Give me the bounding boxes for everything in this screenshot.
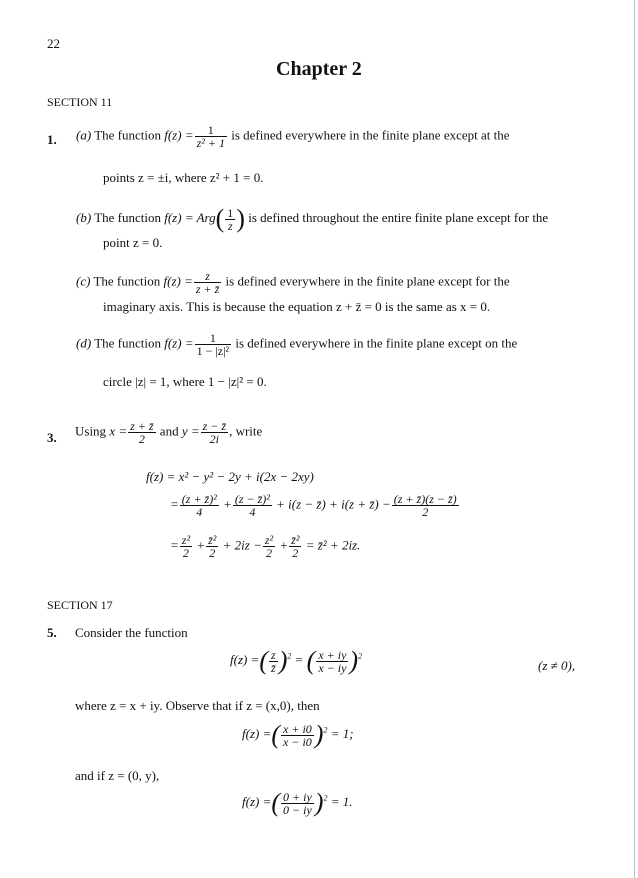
fraction: $\frac{\text{(z + z̄)²}}{4}$ bbox=[181, 492, 217, 519]
label-1a: (a) bbox=[76, 127, 92, 143]
problem-5-intro: Consider the function bbox=[75, 625, 188, 640]
text: = 1; bbox=[330, 725, 354, 741]
text: + i(z − z̄) + i(z + z̄) − bbox=[276, 496, 391, 512]
case-x-axis-equation: f(z) =( $\frac{x + i0}{x - i0}$ )$^2$ = 1; bbox=[242, 720, 354, 749]
page-number: 22 bbox=[47, 36, 60, 51]
text: , write bbox=[229, 423, 263, 439]
fraction: $\frac{x + iy}{x - iy}$ bbox=[318, 647, 347, 675]
text: is defined everywhere in the finite plane except at the bbox=[231, 127, 510, 143]
text: is defined throughout the entire finite plane except for the bbox=[248, 209, 549, 225]
problem-1b-line2: point z = 0. bbox=[103, 235, 163, 250]
problem-5-equation: f(z) =( $\frac{z}{z̄}$ )$^2$ = ( $\frac{x + iy}{x - iy}$ )$^2$ bbox=[230, 646, 363, 675]
text: = z̄² + 2iz. bbox=[305, 537, 361, 553]
text: = 1. bbox=[330, 793, 353, 809]
text: The function bbox=[93, 273, 161, 289]
problem-1b: (b) The function f(z) = Arg( $\frac{1}{z}$ ) is defined throughout the entire finite plane except for the bbox=[76, 204, 549, 233]
label-1d: (d) bbox=[76, 335, 92, 351]
section-17-heading: SECTION 17 bbox=[47, 598, 113, 612]
text: is defined everywhere in the finite plane except on the bbox=[235, 335, 518, 351]
chapter-title: Chapter 2 bbox=[276, 58, 362, 80]
equals: = bbox=[170, 537, 179, 553]
text: Using bbox=[75, 423, 107, 439]
formula: f(z) = bbox=[242, 725, 272, 741]
formula: f(z) = bbox=[242, 793, 272, 809]
problem-1a-line2: points z = ±i, where z² + 1 = 0. bbox=[103, 170, 264, 185]
formula: f(z) = bbox=[230, 651, 260, 667]
page-edge-line bbox=[634, 0, 635, 878]
fraction: $\frac{\text{z²}}{2}$ bbox=[181, 533, 191, 560]
formula: f(z) = Arg bbox=[164, 209, 216, 225]
text: and bbox=[159, 423, 179, 439]
problem-1c bbox=[76, 270, 510, 295]
fraction: $\frac{\text{z̄²}}{2}$ bbox=[208, 533, 217, 560]
formula: f(z) = bbox=[163, 273, 193, 289]
equals: = bbox=[170, 496, 179, 512]
problem-5-where: where z = x + iy. Observe that if z = (x,0), then bbox=[75, 698, 320, 713]
section-11-heading: SECTION 11 bbox=[47, 95, 113, 109]
fraction: $\frac{z + z̄}{2}$ bbox=[130, 419, 154, 446]
problem-1d bbox=[76, 332, 517, 357]
text: + 2iz − bbox=[222, 537, 262, 553]
problem-1-number: 1. bbox=[47, 132, 57, 147]
problem-3-intro bbox=[75, 420, 262, 445]
text: is defined everywhere in the finite plane except for the bbox=[225, 273, 510, 289]
fraction: $\frac{1}{\text{z² + 1}}$ bbox=[196, 123, 225, 150]
formula: f(z) = bbox=[164, 127, 194, 143]
problem-1c-line2: imaginary axis. This is because the equation z + z̄ = 0 is the same as x = 0. bbox=[103, 299, 491, 314]
equation-line-2: = $\frac{\text{(z + z̄)²}}{4}$ + $\frac{\text{(z − z̄)²}}{4}$ + i(z − z̄) + i(z + z̄) − $\frac{(z + z̄)(z - z̄)}{2}$ bbox=[170, 492, 457, 519]
fraction: $\frac{z}{z̄}$ bbox=[271, 647, 276, 675]
text: The function bbox=[94, 335, 161, 351]
fraction: $\frac{\text{z²}}{2}$ bbox=[264, 533, 274, 560]
fraction: $\frac{1}{\text{1 − |z|²}}$ bbox=[196, 331, 230, 358]
fraction: $\frac{z - z̄}{2i}$ bbox=[202, 419, 227, 446]
problem-1a bbox=[76, 124, 510, 149]
label-1c: (c) bbox=[76, 273, 91, 289]
fraction: $\frac{(z + z̄)(z - z̄)}{2}$ bbox=[393, 492, 457, 519]
problem-1d-line2: circle |z| = 1, where 1 − |z|² = 0. bbox=[103, 374, 267, 389]
fraction: $\frac{z}{z + z̄}$ bbox=[195, 269, 220, 296]
fraction: $\frac{\text{(z − z̄)²}}{4}$ bbox=[234, 492, 270, 519]
text: The function bbox=[94, 127, 161, 143]
formula: x = bbox=[109, 423, 128, 439]
fraction: $\frac{0 + iy}{0 - iy}$ bbox=[283, 789, 312, 817]
problem-5-number: 5. bbox=[47, 625, 57, 640]
problem-3-number: 3. bbox=[47, 430, 57, 445]
case-y-axis-equation: f(z) =( $\frac{0 + iy}{0 - iy}$ )$^2$ = 1. bbox=[242, 788, 353, 817]
fraction: $\frac{x + i0}{x - i0}$ bbox=[283, 721, 312, 749]
label-1b: (b) bbox=[76, 209, 92, 225]
formula: f(z) = bbox=[164, 335, 194, 351]
text: The function bbox=[94, 209, 161, 225]
equation-line-3: = $\frac{\text{z²}}{2}$ + $\frac{\text{z̄²}}{2}$ + 2iz − $\frac{\text{z²}}{2}$ + $\frac{\text{z̄²}}{2}$ = z̄² + 2iz. bbox=[170, 533, 361, 560]
fraction: $\frac{1}{z}$ bbox=[227, 205, 234, 233]
problem-5-andif: and if z = (0, y), bbox=[75, 768, 160, 783]
condition: (z ≠ 0), bbox=[538, 658, 576, 673]
fraction: $\frac{\text{z̄²}}{2}$ bbox=[291, 533, 300, 560]
formula: y = bbox=[181, 423, 200, 439]
equation-line-1: f(z) = x² − y² − 2y + i(2x − 2xy) bbox=[146, 469, 314, 484]
